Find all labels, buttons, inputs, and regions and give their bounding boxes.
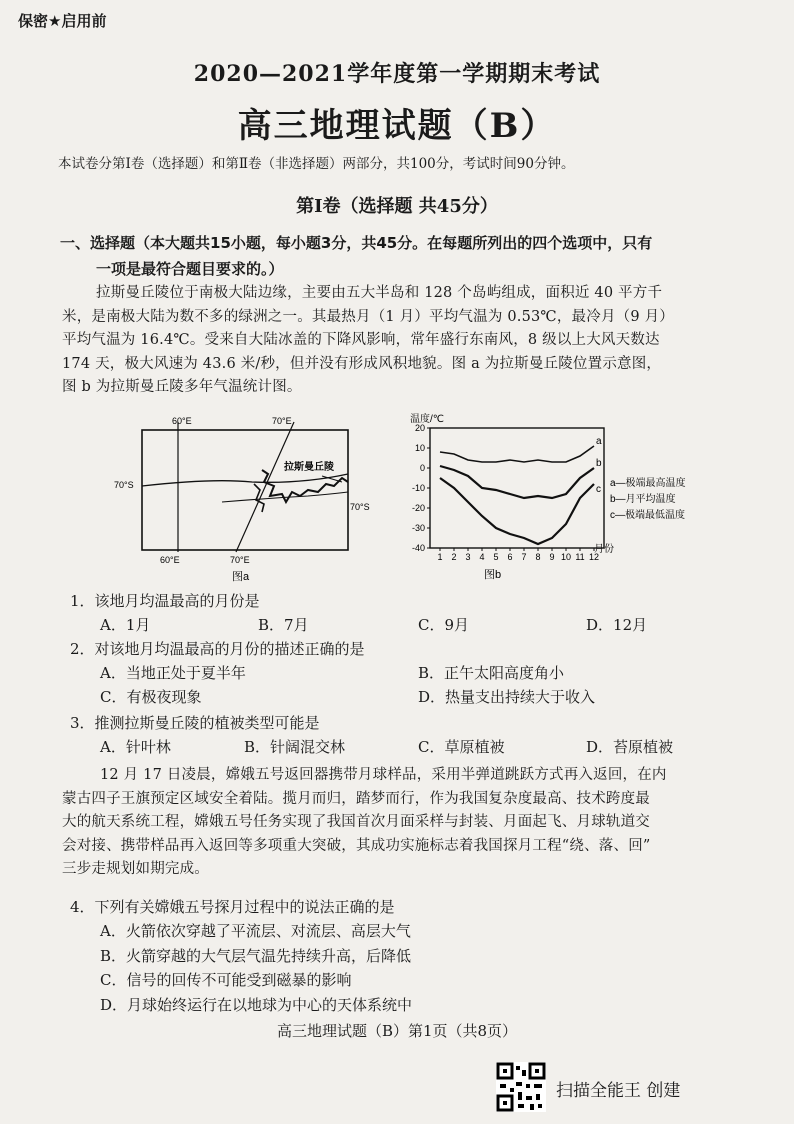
x-tick-label: 5 xyxy=(493,552,499,562)
lat-label-left: 70°S xyxy=(114,480,134,490)
passage-line: 三步走规划如期完成。 xyxy=(62,861,209,877)
x-tick-label: 1 xyxy=(437,552,443,562)
x-tick-label: 11 xyxy=(575,552,585,562)
qr-code-icon xyxy=(496,1062,546,1112)
option-d[interactable]: D．12月 xyxy=(586,616,648,634)
option-a[interactable]: A．当地正处于夏半年 xyxy=(100,664,246,682)
lat-label-right: 70°S xyxy=(350,502,370,512)
passage-line: 图 b 为拉斯曼丘陵多年气温统计图。 xyxy=(62,379,302,395)
lon-label-bottom-70: 70°E xyxy=(230,555,250,565)
scanner-watermark: 扫描全能王 创建 xyxy=(556,1081,681,1101)
place-label: 拉斯曼丘陵 xyxy=(284,462,334,473)
y-tick-label: -40 xyxy=(411,543,425,553)
parallel-70s-1 xyxy=(142,474,348,486)
question-3 xyxy=(70,712,770,758)
passage-line: 米，是南极大陆为数不多的绿洲之一。其最热月（1 月）平均气温为 0.53℃，最冷月（9 月） xyxy=(62,308,674,325)
passage-lasseman xyxy=(62,282,778,400)
y-tick-label: 10 xyxy=(414,443,425,453)
series-label-a: a xyxy=(596,436,602,447)
passage-line: 拉斯曼丘陵位于南极大陆边缘，主要由五大半岛和 128 个岛屿组成，面积近 40 平方千 xyxy=(96,285,663,301)
passage-line: 174 天，极大风速为 43.6 米/秒，但并没有形成风积地貌。图 a 为拉斯曼丘陵位置示意图， xyxy=(62,355,662,372)
exam-intro: 本试卷分第Ⅰ卷（选择题）和第Ⅱ卷（非选择题）两部分，共100分，考试时间90分钟。 xyxy=(58,156,575,172)
question-4 xyxy=(70,895,770,1017)
passage-line: 平均气温为 16.4℃。受来自大陆冰盖的下降风影响，常年盛行东南风，8 级以上大风天数达 xyxy=(62,332,660,348)
passage-line: 12 月 17 日凌晨，嫦娥五号返回器携带月球样品，采用半弹道跳跃方式再入返回，在内 xyxy=(100,767,667,783)
x-tick-label: 12 xyxy=(588,552,600,562)
legend-entry: c—极端最低温度 xyxy=(610,510,685,521)
option-c[interactable]: C．草原植被 xyxy=(418,738,505,756)
chart-ylabel: 温度/℃ xyxy=(410,414,445,425)
option-c[interactable]: C．有极夜现象 xyxy=(100,688,202,706)
x-tick-label: 7 xyxy=(521,552,527,562)
option-b[interactable]: B．针阔混交林 xyxy=(244,738,346,756)
coastline xyxy=(262,470,348,502)
passage-line: 大的航天系统工程，嫦娥五号任务实现了我国首次月面采样与封装、月面起飞、月球轨道交 xyxy=(62,814,650,830)
series-label-c: c xyxy=(596,484,601,495)
y-tick-label: -10 xyxy=(411,483,425,493)
section-title: 第Ⅰ卷（选择题 共45分） xyxy=(296,196,498,217)
question-stem: 4．下列有关嫦娥五号探月过程中的说法正确的是 xyxy=(70,898,395,916)
x-tick-label: 2 xyxy=(451,552,457,562)
figure-a-map xyxy=(112,412,372,587)
series-line-b xyxy=(440,466,594,498)
question-stem: 1．该地月均温最高的月份是 xyxy=(70,592,260,610)
option-b[interactable]: B．正午太阳高度角小 xyxy=(418,664,565,682)
figure-a-caption: 图a xyxy=(232,571,250,583)
y-tick-label: 20 xyxy=(414,423,425,433)
question-1 xyxy=(70,590,770,636)
option-c[interactable]: C．9月 xyxy=(418,616,470,634)
legend-entry: b—月平均温度 xyxy=(610,494,676,505)
series-label-b: b xyxy=(596,458,602,469)
x-tick-label: 10 xyxy=(560,552,572,562)
question-stem: 3．推测拉斯曼丘陵的植被类型可能是 xyxy=(70,714,320,732)
legend-entry: a—极端最高温度 xyxy=(610,478,686,489)
instructions-line-1: 一、选择题（本大题共15小题，每小题3分，共45分。在每题所列出的四个选项中，只有 xyxy=(60,234,653,252)
question-stem: 2．对该地月均温最高的月份的描述正确的是 xyxy=(70,640,365,658)
x-tick-label: 8 xyxy=(535,552,541,562)
lon-label-top-60: 60°E xyxy=(172,416,192,426)
lon-label-bottom-60: 60°E xyxy=(160,555,180,565)
question-2 xyxy=(70,638,770,710)
passage-line: 会对接、携带样品再入返回等多项重大突破，其成功实施标志着我国探月工程“绕、落、回” xyxy=(62,837,651,854)
option-a[interactable]: A．针叶林 xyxy=(100,738,171,756)
y-tick-label: 0 xyxy=(419,463,425,473)
plot-frame xyxy=(430,428,604,548)
option-a[interactable]: A．1月 xyxy=(100,616,151,634)
instructions-line-2: 一项是最符合题目要求的。） xyxy=(96,260,284,278)
x-tick-label: 6 xyxy=(507,552,513,562)
option-a[interactable]: A．火箭依次穿越了平流层、对流层、高层大气 xyxy=(100,922,411,940)
x-tick-label: 9 xyxy=(549,552,555,562)
passage-line: 蒙古四子王旗预定区域安全着陆。揽月而归，踏梦而行，作为我国复杂度最高、技术跨度最 xyxy=(62,790,650,807)
figure-b-chart xyxy=(398,412,718,587)
option-c[interactable]: C．信号的回传不可能受到磁暴的影响 xyxy=(100,971,352,989)
meridian-70e xyxy=(236,422,294,552)
page-footer: 高三地理试题（B）第1页（共8页） xyxy=(276,1022,518,1040)
confidential-label: 保密★启用前 xyxy=(18,12,107,30)
option-b[interactable]: B．火箭穿越的大气层气温先持续升高，后降低 xyxy=(100,946,412,965)
paper-title: 高三地理试题（B） xyxy=(237,106,557,146)
chart-xlabel: 月份 xyxy=(594,544,614,555)
option-d[interactable]: D．热量支出持续大于收入 xyxy=(418,688,596,706)
series-line-a xyxy=(440,446,594,462)
exam-title: 2020—2021学年度第一学期期末考试 xyxy=(193,61,601,87)
lon-label-top-70: 70°E xyxy=(272,416,292,426)
figure-b-caption: 图b xyxy=(484,569,502,581)
passage-change5 xyxy=(62,764,778,882)
option-b[interactable]: B．7月 xyxy=(258,616,309,634)
x-tick-label: 3 xyxy=(465,552,471,562)
y-tick-label: -20 xyxy=(411,503,425,513)
y-tick-label: -30 xyxy=(411,523,425,533)
option-d[interactable]: D．月球始终运行在以地球为中心的天体系统中 xyxy=(100,995,413,1014)
option-d[interactable]: D．苔原植被 xyxy=(586,738,674,756)
x-tick-label: 4 xyxy=(479,552,485,562)
